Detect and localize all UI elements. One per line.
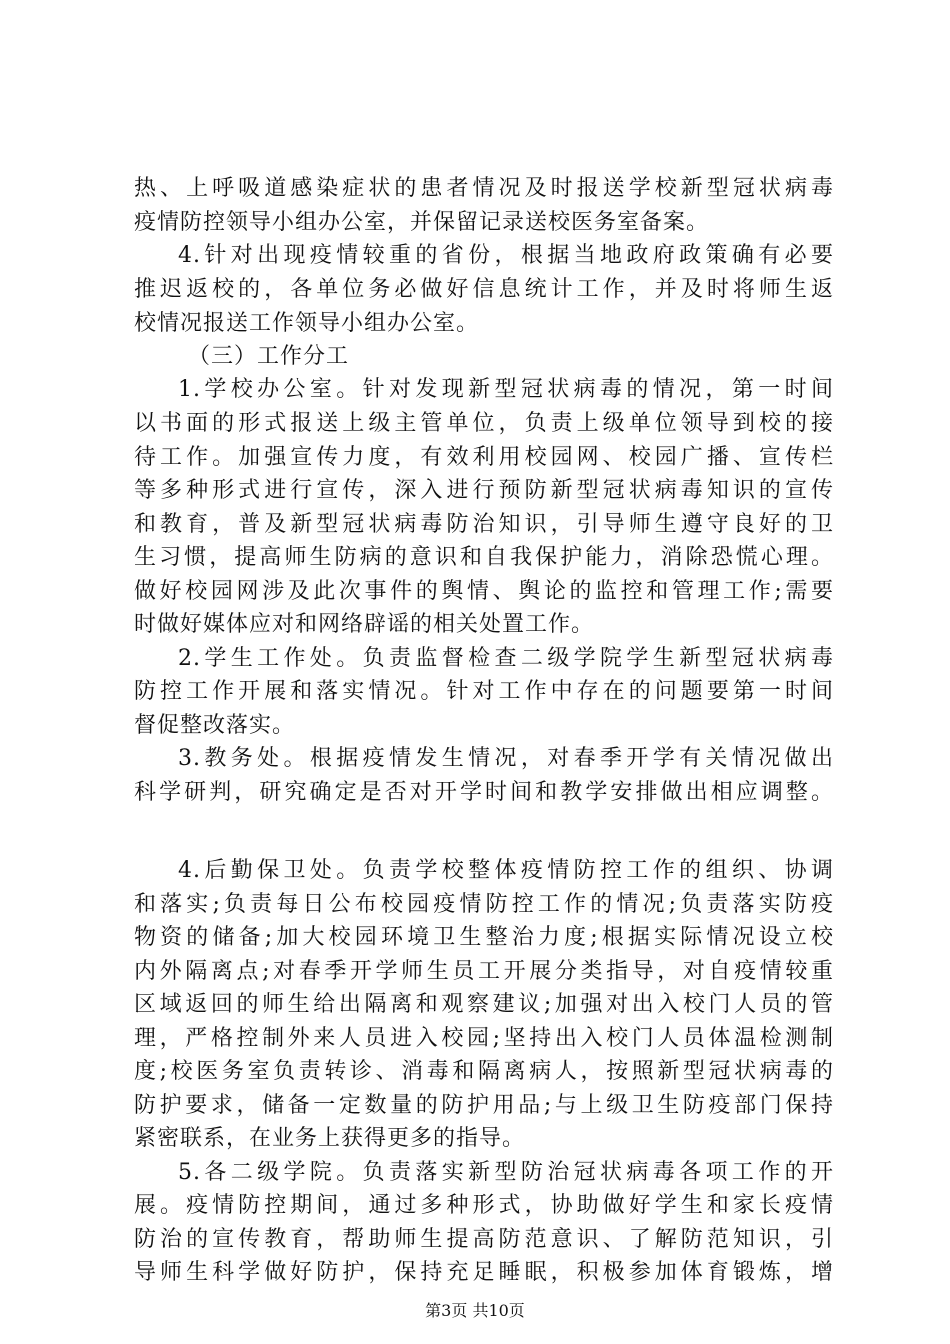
body-line: 防控工作开展和落实情况。针对工作中存在的问题要第一时间 — [134, 679, 834, 704]
body-line: 5.各二级学院。负责落实新型防治冠状病毒各项工作的开 — [178, 1160, 834, 1185]
body-line: 推迟返校的，各单位务必做好信息统计工作，并及时将师生返 — [134, 277, 834, 302]
body-line: 时做好媒体应对和网络辟谣的相关处置工作。 — [134, 612, 595, 637]
body-line: 物资的储备;加大校园环境卫生整治力度;根据实际情况设立校 — [134, 925, 834, 950]
body-line: 1.学校办公室。针对发现新型冠状病毒的情况，第一时间 — [178, 377, 834, 402]
body-line: 紧密联系，在业务上获得更多的指导。 — [134, 1126, 526, 1151]
body-line: 科学研判，研究确定是否对开学时间和教学安排做出相应调整。 — [134, 780, 834, 805]
body-line: 3.教务处。根据疫情发生情况，对春季开学有关情况做出 — [178, 746, 834, 771]
body-line: 和教育，普及新型冠状病毒防治知识，引导师生遵守良好的卫 — [134, 512, 834, 537]
body-line: 2.学生工作处。负责监督检查二级学院学生新型冠状病毒 — [178, 646, 834, 671]
body-line: 内外隔离点;对春季开学师生员工开展分类指导，对自疫情较重 — [134, 959, 834, 984]
body-line: 防护要求，储备一定数量的防护用品;与上级卫生防疫部门保持 — [134, 1093, 834, 1118]
body-line: 以书面的形式报送上级主管单位，负责上级单位领导到校的接 — [134, 411, 834, 436]
body-line: 理，严格控制外来人员进入校园;坚持出入校门人员体温检测制 — [134, 1026, 834, 1051]
body-line: 导师生科学做好防护，保持充足睡眠，积极参加体育锻炼，增 — [134, 1260, 834, 1285]
body-line: 防治的宣传教育，帮助师生提高防范意识、了解防范知识，引 — [134, 1227, 834, 1252]
body-line: 度;校医务室负责转诊、消毒和隔离病人，按照新型冠状病毒的 — [134, 1059, 834, 1084]
body-line: 4.针对出现疫情较重的省份，根据当地政府政策确有必要 — [178, 243, 834, 268]
body-line: 4.后勤保卫处。负责学校整体疫情防控工作的组织、协调 — [178, 858, 834, 883]
body-line: 和落实;负责每日公布校园疫情防控工作的情况;负责落实防疫 — [134, 892, 834, 917]
body-line: 做好校园网涉及此次事件的舆情、舆论的监控和管理工作;需要 — [134, 579, 834, 604]
body-line: 等多种形式进行宣传，深入进行预防新型冠状病毒知识的宣传 — [134, 478, 834, 503]
body-line: 热、上呼吸道感染症状的患者情况及时报送学校新型冠状病毒 — [134, 176, 834, 201]
body-line: 待工作。加强宣传力度，有效利用校园网、校园广播、宣传栏 — [134, 445, 834, 470]
body-line: 校情况报送工作领导小组办公室。 — [134, 311, 480, 336]
body-line: 展。疫情防控期间，通过多种形式，协助做好学生和家长疫情 — [134, 1193, 834, 1218]
page-number-footer: 第3页 共10页 — [425, 1301, 525, 1320]
section-heading: （三）工作分工 — [188, 344, 350, 369]
body-line: 疫情防控领导小组办公室，并保留记录送校医务室备案。 — [134, 210, 710, 235]
body-line: 督促整改落实。 — [134, 713, 296, 738]
body-line: 生习惯，提高师生防病的意识和自我保护能力，消除恐慌心理。 — [134, 545, 834, 570]
body-line: 区域返回的师生给出隔离和观察建议;加强对出入校门人员的管 — [134, 992, 834, 1017]
